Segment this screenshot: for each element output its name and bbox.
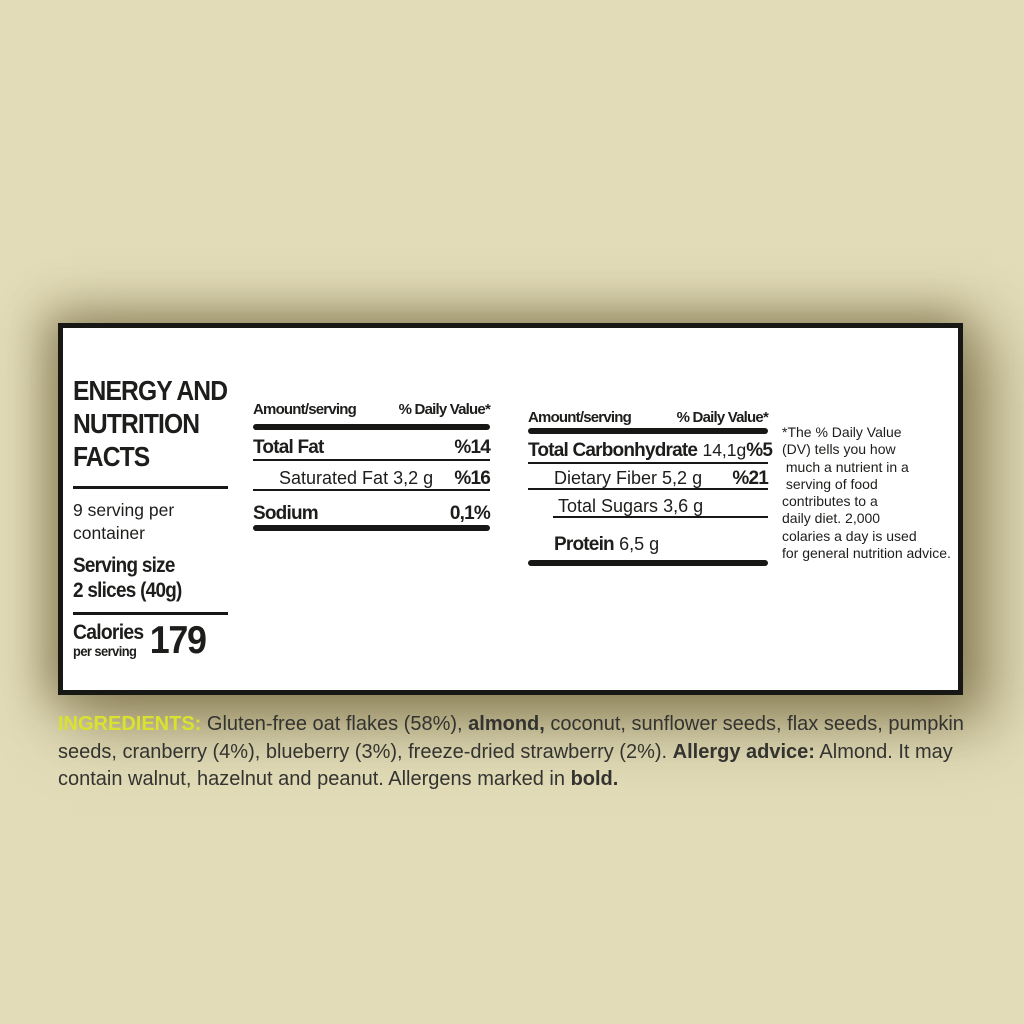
panel-title-line3: FACTS — [73, 441, 150, 472]
allergy-advice-label: Allergy advice: — [672, 740, 815, 763]
table-header — [253, 401, 490, 419]
panel-left-column — [73, 374, 245, 660]
nutrient-daily-value: %14 — [454, 437, 490, 458]
nutrient-name-amount — [279, 468, 433, 489]
calories-label-line2: per serving — [73, 643, 137, 659]
ingredients-text: Almond. It may contain walnut, hazelnut and peanut. Allergens marked in — [58, 740, 953, 790]
nutrient-amount: 3,2 g — [393, 468, 434, 488]
nutrient-name: Saturated Fat — [279, 468, 389, 488]
table-header — [528, 409, 768, 427]
nutrient-name: Total Sugars — [558, 496, 659, 516]
panel-title-line2: NUTRITION — [73, 408, 200, 439]
header-daily-value: % Daily Value* — [676, 409, 768, 426]
footnote-line: daily diet. 2,000 — [782, 510, 881, 527]
servings-line1: 9 serving per — [73, 500, 175, 520]
table-row-dietary-fiber — [528, 468, 768, 488]
calories-label — [73, 622, 143, 659]
serving-size-label: Serving size — [73, 554, 175, 577]
nutrient-name: Protein — [554, 534, 614, 555]
divider-rule — [73, 612, 228, 615]
panel-title — [73, 374, 228, 473]
nutrient-amount: 3,6 g — [663, 496, 704, 516]
footnote-line: serving of food — [782, 475, 878, 492]
carbohydrate-protein-table — [528, 409, 773, 566]
servings-per-container — [73, 499, 245, 545]
ingredients-text: coconut, sunflower seeds, flax seeds, pumpkin seeds, cranberry (4%), blueberry (3%), freeze-dried strawberry (2%). — [58, 713, 964, 763]
thin-rule — [253, 459, 490, 461]
ingredients-allergen-almond: almond, — [468, 713, 545, 735]
header-amount-serving: Amount/serving — [528, 409, 631, 426]
nutrient-amount: 5,2 g — [662, 468, 703, 488]
nutrient-name: Sodium — [253, 503, 318, 524]
footnote-line: contributes to a — [782, 493, 878, 510]
nutrient-daily-value: 0,1% — [449, 503, 490, 524]
ingredients-bold-word: bold. — [570, 768, 619, 790]
serving-size-value: 2 slices (40g) — [73, 579, 182, 602]
nutrient-name: Total Fat — [253, 437, 324, 458]
footnote-line: much a nutrient in a — [782, 458, 909, 475]
divider-rule — [73, 486, 228, 489]
nutrient-name: Dietary Fiber — [554, 468, 658, 488]
nutrient-daily-value: %21 — [732, 468, 768, 489]
table-row-total-fat — [253, 437, 490, 457]
nutrient-name: Total Carbonhydrate — [528, 440, 698, 461]
ingredients-label: INGREDIENTS: — [58, 713, 202, 735]
header-amount-serving: Amount/serving — [253, 401, 356, 418]
calories-block — [73, 619, 231, 662]
footnote-line: *The % Daily Value — [782, 424, 902, 440]
table-row-sodium — [253, 503, 490, 523]
thick-rule — [528, 428, 768, 434]
serving-size — [73, 553, 228, 603]
thick-rule — [253, 424, 490, 430]
thick-rule — [253, 525, 490, 531]
ingredients-paragraph — [58, 711, 973, 794]
calories-value: 179 — [149, 619, 206, 662]
table-row-saturated-fat — [253, 468, 490, 488]
panel-title-line1: ENERGY AND — [73, 375, 228, 406]
table-row-protein — [528, 534, 768, 558]
servings-line2: container — [73, 523, 145, 543]
nutrient-daily-value: %5 — [746, 440, 773, 461]
footnote-line: colaries a day is used — [782, 527, 917, 544]
daily-value-footnote — [782, 424, 967, 562]
fat-sodium-table — [253, 401, 490, 531]
nutrient-daily-value: %16 — [454, 468, 490, 489]
thin-rule — [528, 462, 768, 464]
nutrient-name-amount — [554, 534, 659, 556]
nutrition-facts-panel — [58, 323, 963, 695]
nutrient-name-amount — [528, 440, 746, 462]
ingredients-text: Gluten-free oat flakes (58%), — [201, 713, 469, 735]
calories-label-line1: Calories — [73, 621, 144, 644]
nutrient-name-amount — [558, 496, 703, 517]
nutrient-amount: 14,1g — [702, 440, 747, 460]
table-row-total-carbohydrate — [528, 440, 773, 462]
footnote-line: (DV) tells you how — [782, 441, 896, 458]
footnote-line: for general nutrition advice. — [782, 545, 951, 562]
table-row-total-sugars — [528, 496, 768, 516]
nutrient-amount: 6,5 g — [619, 534, 660, 554]
nutrient-name-amount — [554, 468, 702, 489]
header-daily-value: % Daily Value* — [398, 401, 490, 418]
thick-rule — [528, 560, 768, 566]
